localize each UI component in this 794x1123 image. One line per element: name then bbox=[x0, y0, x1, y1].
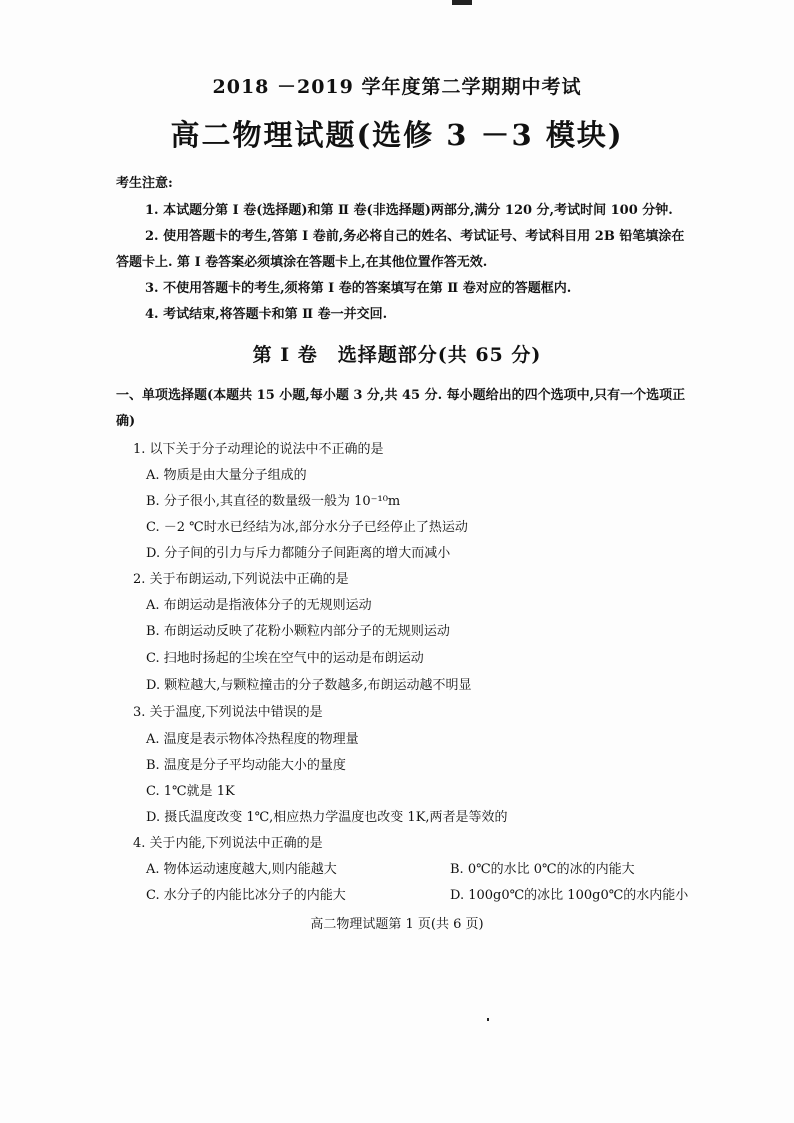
question-1-option-c: C. －2 ℃时水已经结为冰,部分水分子已经停止了热运动 bbox=[146, 520, 468, 535]
question-3-option-d: D. 摄氏温度改变 1℃,相应热力学温度也改变 1K,两者是等效的 bbox=[146, 810, 508, 825]
question-3-option-a: A. 温度是表示物体冷热程度的物理量 bbox=[146, 732, 359, 747]
scan-artifact-top bbox=[452, 0, 472, 5]
question-4-stem: 4. 关于内能,下列说法中正确的是 bbox=[133, 836, 323, 851]
question-2-option-a: A. 布朗运动是指液体分子的无规则运动 bbox=[146, 598, 372, 613]
note-item-3: 3. 不使用答题卡的考生,须将第 Ⅰ 卷的答案填写在第 Ⅱ 卷对应的答题框内. bbox=[145, 281, 572, 296]
question-1-stem: 1. 以下关于分子动理论的说法中不正确的是 bbox=[133, 442, 384, 457]
question-1-option-a: A. 物质是由大量分子组成的 bbox=[146, 468, 307, 483]
question-4-option-d: D. 100g0℃的冰比 100g0℃的水内能小 bbox=[450, 888, 689, 903]
question-4-option-a: A. 物体运动速度越大,则内能越大 bbox=[146, 862, 337, 877]
section-instruction: 一、单项选择题(本题共 15 小题,每小题 3 分,共 45 分. 每小题给出的四个选项中,只有一个选项正 bbox=[116, 388, 686, 403]
question-3-stem: 3. 关于温度,下列说法中错误的是 bbox=[133, 705, 323, 720]
note-item-2-continued: 答题卡上. 第 Ⅰ 卷答案必须填涂在答题卡上,在其他位置作答无效. bbox=[116, 255, 488, 270]
note-item-4: 4. 考试结束,将答题卡和第 Ⅱ 卷一并交回. bbox=[145, 307, 388, 322]
section-title: 第 Ⅰ 卷 选择题部分(共 65 分) bbox=[252, 344, 542, 366]
scan-artifact-dot bbox=[487, 1018, 489, 1021]
question-4-option-c: C. 水分子的内能比冰分子的内能大 bbox=[146, 888, 346, 903]
question-2-option-d: D. 颗粒越大,与颗粒撞击的分子数越多,布朗运动越不明显 bbox=[146, 678, 472, 693]
note-item-1: 1. 本试题分第 Ⅰ 卷(选择题)和第 Ⅱ 卷(非选择题)两部分,满分 120 分,考试时间 100 分钟. bbox=[145, 203, 673, 218]
question-2-stem: 2. 关于布朗运动,下列说法中正确的是 bbox=[133, 572, 349, 587]
question-4-option-b: B. 0℃的水比 0℃的冰的内能大 bbox=[450, 862, 635, 877]
page-title: 高二物理试题(选修 3 －3 模块) bbox=[170, 118, 624, 152]
section-instruction-continued: 确) bbox=[116, 414, 136, 429]
exam-name: 2018 －2019 学年度第二学期期中考试 bbox=[212, 76, 582, 98]
notes-heading: 考生注意: bbox=[116, 176, 173, 191]
question-1-option-d: D. 分子间的引力与斥力都随分子间距离的增大而减小 bbox=[146, 546, 451, 561]
question-2-option-b: B. 布朗运动反映了花粉小颗粒内部分子的无规则运动 bbox=[146, 624, 450, 639]
page-footer: 高二物理试题第 1 页(共 6 页) bbox=[310, 917, 484, 932]
question-3-option-c: C. 1℃就是 1K bbox=[146, 784, 235, 799]
question-3-option-b: B. 温度是分子平均动能大小的量度 bbox=[146, 758, 346, 773]
question-1-option-b: B. 分子很小,其直径的数量级一般为 10⁻¹⁰m bbox=[146, 494, 401, 509]
question-2-option-c: C. 扫地时扬起的尘埃在空气中的运动是布朗运动 bbox=[146, 651, 424, 666]
note-item-2: 2. 使用答题卡的考生,答第 Ⅰ 卷前,务必将自己的姓名、考试证号、考试科目用 2B 铅笔填涂在 bbox=[145, 229, 685, 244]
